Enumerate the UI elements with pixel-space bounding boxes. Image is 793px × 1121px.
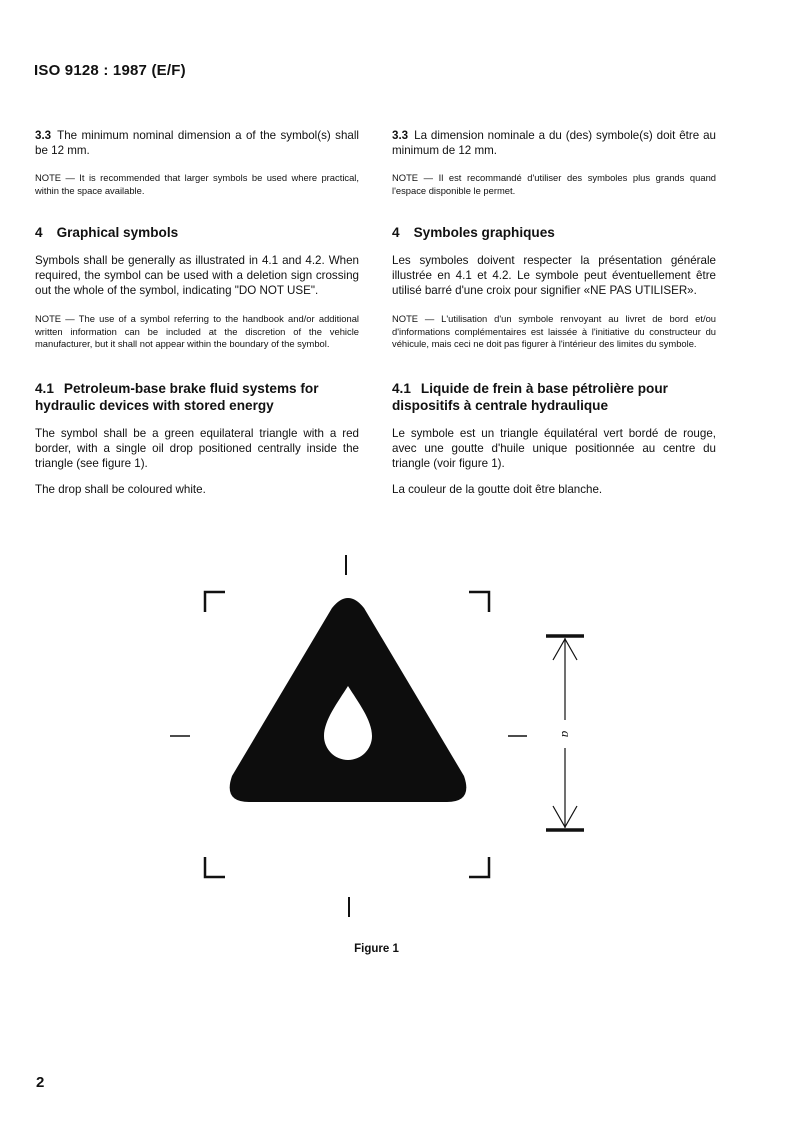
note-4-en	[35, 313, 359, 351]
section-3-3-en	[35, 128, 359, 158]
section-text: Les symboles doivent respecter la présentation générale illustrée en 4.1 et 4.2. Le symbole peut éventuellement être utilisé barré d'une croix pour signifier «NE PAS UTILISER».	[392, 254, 716, 297]
note-4-fr	[392, 313, 716, 351]
section-text: The minimum nominal dimension a of the symbol(s) shall be 12 mm.	[35, 129, 359, 157]
section-number: 3.3	[35, 129, 52, 142]
corner-mark-bottom-left	[205, 857, 225, 877]
heading-4-1-en	[35, 380, 359, 414]
section-3-3-fr	[392, 128, 716, 158]
note-text: NOTE — L'utilisation d'un symbole renvoyant au livret de bord et/ou d'informations complémentaires est laissée à l'initiative du constructeur du véhicule, mais ceci ne doit pas figurer à l'intérieur des limites du symbole.	[392, 313, 716, 349]
section-text: The symbol shall be a green equilateral triangle with a red border, with a single oil drop positioned centrally inside the triangle (see figure 1).	[35, 427, 359, 470]
heading-4-en	[35, 224, 359, 241]
section-text: The drop shall be coloured white.	[35, 483, 206, 496]
section-4-text-en	[35, 253, 359, 298]
note-text: NOTE — It is recommended that larger symbols be used where practical, within the space available.	[35, 172, 359, 196]
section-title: Liquide de frein à base pétrolière pour dispositifs à centrale hydraulique	[392, 381, 668, 413]
note-text: NOTE — Il est recommandé d'utiliser des symboles plus grands quand l'espace disponible le permet.	[392, 172, 716, 196]
corner-mark-top-right	[469, 592, 489, 612]
section-text: Le symbole est un triangle équilatéral vert bordé de rouge, avec une goutte d'huile unique positionnée au centre du triangle (voir figure 1).	[392, 427, 716, 470]
dimension-indicator	[546, 636, 584, 830]
section-number: 4	[392, 225, 400, 240]
oil-drop-triangle-icon	[230, 598, 467, 802]
figure-1-drawing	[0, 540, 793, 930]
section-title: Graphical symbols	[56, 225, 179, 240]
section-title: Petroleum-base brake fluid systems for hydraulic devices with stored energy	[35, 381, 319, 413]
section-4-1-text-fr	[392, 426, 716, 471]
heading-4-fr	[392, 224, 716, 241]
note-3-3-en	[35, 172, 359, 197]
section-text: La couleur de la goutte doit être blanche.	[392, 483, 603, 496]
heading-4-1-fr	[392, 380, 716, 414]
section-text: Symbols shall be generally as illustrated in 4.1 and 4.2. When required, the symbol can be used with a deletion sign crossing out the whole of the symbol, indicating "DO NOT USE".	[35, 254, 359, 297]
page-number: 2	[36, 1074, 45, 1091]
note-text: NOTE — The use of a symbol referring to the handbook and/or additional written information can be included at the discretion of the vehicle manufacturer, but it shall not appear within the boundary of the symbol.	[35, 313, 359, 349]
section-4-1-text2-fr	[392, 482, 716, 497]
section-number: 3.3	[392, 129, 409, 142]
section-number: 4.1	[35, 381, 54, 396]
document-header: ISO 9128 : 1987 (E/F)	[34, 62, 186, 79]
section-text: La dimension nominale a du (des) symbole(s) doit être au minimum de 12 mm.	[392, 129, 716, 157]
section-title: Symboles graphiques	[413, 225, 555, 240]
dimension-label: a	[559, 730, 575, 738]
section-4-1-text2-en	[35, 482, 359, 497]
section-4-1-text-en	[35, 426, 359, 471]
section-number: 4	[35, 225, 43, 240]
corner-mark-bottom-right	[469, 857, 489, 877]
note-3-3-fr	[392, 172, 716, 197]
figure-caption: Figure 1	[354, 943, 399, 955]
section-number: 4.1	[392, 381, 411, 396]
section-4-text-fr	[392, 253, 716, 298]
corner-mark-top-left	[205, 592, 225, 612]
